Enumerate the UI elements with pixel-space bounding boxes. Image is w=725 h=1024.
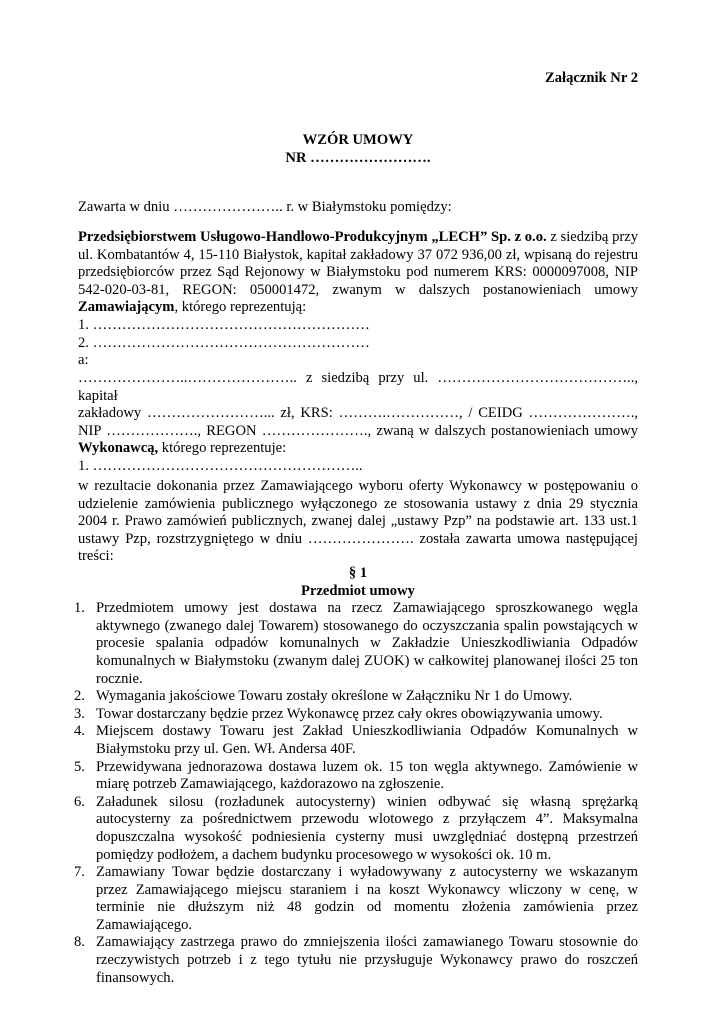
party1-line-1: Przedsiębiorstwem Usługowo-Handlowo-Produkcyjnym „LECH” Sp. z o.o. z siedzibą przy <box>78 229 638 245</box>
preamble-block <box>78 478 638 566</box>
party1-rep-2: 2. ………………………………………………… <box>78 334 370 351</box>
title-line-1: WZÓR UMOWY <box>302 132 414 148</box>
document-title <box>78 132 638 167</box>
list-item-number: 2. <box>74 688 85 705</box>
list-item <box>74 793 638 864</box>
section-items-list <box>74 600 638 987</box>
list-item-text: Towar dostarczany będzie przez Wykonawcę przez cały okres obowiązywania umowy. <box>96 705 603 722</box>
list-item <box>74 688 638 706</box>
preamble-line-1: w rezultacie dokonania przez Zamawiającego wyboru oferty Wykonawcy w postępowaniu o <box>78 478 638 494</box>
list-item-number: 1. <box>74 600 85 617</box>
party1-line-2: ul. Kombatantów 4, 15-110 Białystok, kapitał zakładowy 37 072 936,00 zł, wpisaną do rejestru <box>78 246 638 263</box>
list-item-number: 6. <box>74 793 85 810</box>
list-item-text: Miejscem dostawy Towaru jest Zakład Unieszkodliwiania Odpadów Komunalnych w Białymstoku przy ul. Gen. Wł. Andersa 40F. <box>96 723 638 757</box>
list-item-number: 5. <box>74 758 85 775</box>
party2-rep-1: 1. ……………………………………………….. <box>78 457 363 474</box>
preamble-line-3: 2004 r. Prawo zamówień publicznych, zwanej dalej „ustawy Pzp” na podstawie art. 133 ust.1 <box>78 513 638 530</box>
preamble-line-5: treści: <box>78 548 114 565</box>
list-item <box>74 864 638 934</box>
preamble-line-2: udzielenie zamówienia publicznego wyłączonego ze stosowania ustawy z dnia 29 stycznia <box>78 495 638 512</box>
party2-line-2: zakładowy ……………………... zł, KRS: ……….……………, / CEIDG …………………., <box>78 405 638 422</box>
party1-role: Zamawiającym <box>78 299 175 316</box>
annex-label: Załącznik Nr 2 <box>545 70 638 86</box>
intro-line: Zawarta w dniu ………………….. r. w Białymstoku pomiędzy: <box>78 199 452 215</box>
section-number: § 1 <box>348 565 368 581</box>
party2-block <box>78 370 638 476</box>
party2-line-3: NIP ………………., REGON …………………., zwaną w dalszych postanowieniach umowy <box>78 422 638 439</box>
list-item <box>74 758 638 794</box>
conjunction-and: a: <box>78 352 89 369</box>
list-item-number: 8. <box>74 934 85 951</box>
list-item-number: 4. <box>74 723 85 740</box>
party1-line-3: przedsiębiorców przez Sąd Rejonowy w Białymstoku pod numerem KRS: 0000097008, NIP <box>78 264 638 281</box>
title-line-2: NR ……………………. <box>285 149 431 166</box>
list-item-text: Zamawiający zastrzega prawo do zmniejszenia ilości zamawianego Towaru stosownie do rzeczywistych potrzeb i z tego tytułu nie przysługuje Wykonawcy prawo do roszczeń finansowych. <box>96 934 638 986</box>
party1-name: Przedsiębiorstwem Usługowo-Handlowo-Produkcyjnym „LECH” Sp. z o.o. <box>78 229 547 245</box>
party1-line-4: 542-020-03-81, REGON: 050001472, zwanym w dalszych postanowieniach umowy <box>78 281 638 298</box>
party1-line-5: Zamawiającym, którego reprezentują: <box>78 299 307 316</box>
list-item-text: Zamawiany Towar będzie dostarczany i wyładowywany z autocysterny we wskazanym przez Zamawiającego miejscu staraniem i na koszt Wykonawcy wliczony w cenę, w terminie nie dłuższym niż 48 godzin od momentu złożenia zamówienia przez Zamawiającego. <box>96 864 638 933</box>
party1-block <box>78 229 638 370</box>
section-1 <box>74 565 638 987</box>
list-item <box>74 705 638 724</box>
party2-line-1: …………………..………………….. z siedzibą przy ul. ………………………………….., kapitał <box>78 370 638 404</box>
document-page <box>74 0 638 1024</box>
party2-line-4: Wykonawcą, którego reprezentuje: <box>78 440 287 457</box>
list-item-text: Przedmiotem umowy jest dostawa na rzecz Zamawiającego sproszkowanego węgla aktywnego (zwanego dalej Towarem) stosowanego do oczyszczania spalin powstających w procesie spalania odpadów komunalnych w Zakładzie Unieszkodliwiania Odpadów komunalnych w Białymstoku (zwanym dalej ZUOK) w całkowitej planowanej ilości 25 ton rocznie. <box>96 600 638 687</box>
list-item <box>74 723 638 758</box>
list-item-text: Wymagania jakościowe Towaru zostały określone w Załączniku Nr 1 do Umowy. <box>96 688 573 705</box>
list-item <box>74 934 638 987</box>
party2-role: Wykonawcą, <box>78 440 159 457</box>
section-title: Przedmiot umowy <box>301 582 415 599</box>
list-item-number: 3. <box>74 705 85 722</box>
list-item <box>74 600 638 688</box>
preamble-line-4: ustawy Pzp, rozstrzygniętego w dniu …………………. została zawarta umowa następującej <box>78 530 638 547</box>
list-item-number: 7. <box>74 864 85 881</box>
list-item-text: Załadunek silosu (rozładunek autocysterny) winien odbywać się własną sprężarką autocysterny za pośrednictwem przewodu wlotowego z przyłączem 4”. Maksymalna dopuszczalna wysokość podniesienia cysterny musi uwzględniać dostępną przestrzeń pomiędzy podłożem, a dachem budynku procesowego w wysokości ok. 10 m. <box>96 793 638 863</box>
list-item-text: Przewidywana jednorazowa dostawa luzem ok. 15 ton węgla aktywnego. Zamówienie w miarę potrzeb Zamawiającego, każdorazowo na zgłoszenie. <box>96 758 638 793</box>
party1-rep-1: 1. ………………………………………………… <box>78 316 370 333</box>
